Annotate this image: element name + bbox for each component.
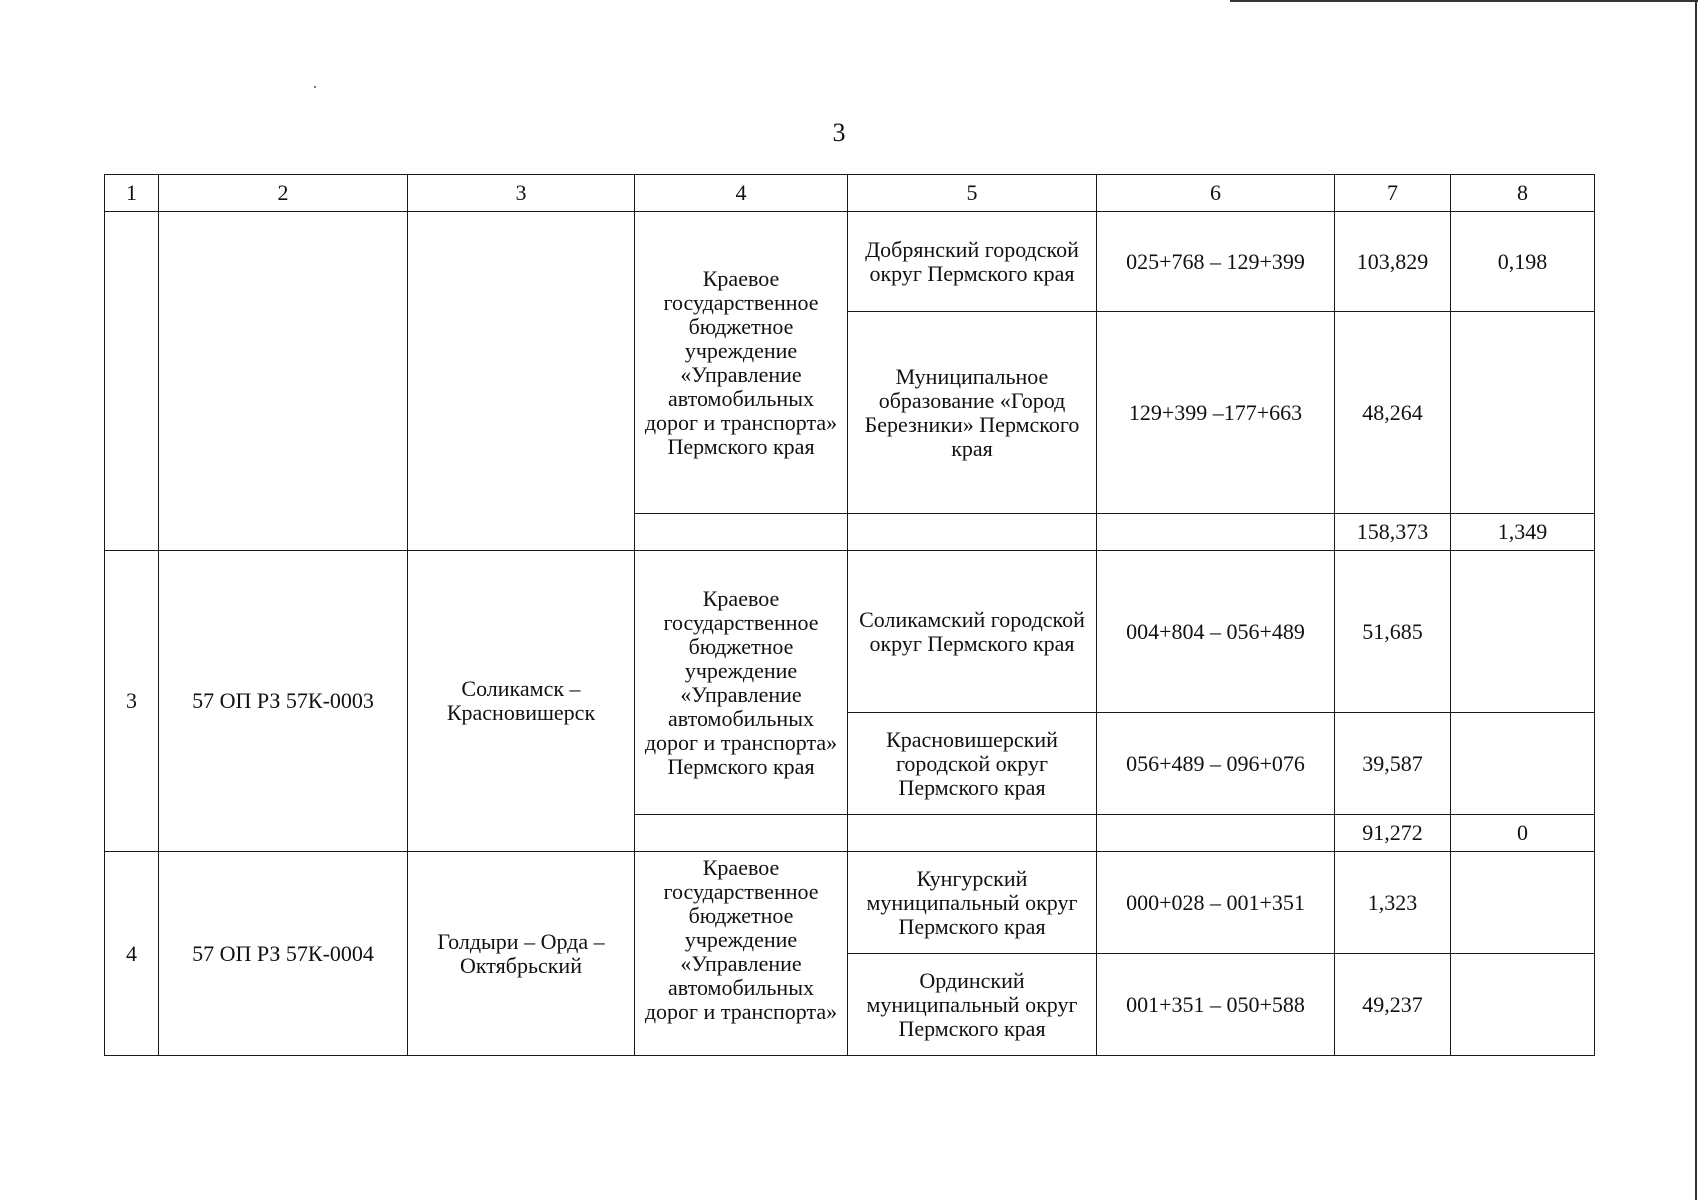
org-name: Краевое государственное бюджетное учреждение «Управление автомобильных дорог и транспорта» Пермского края: [635, 551, 848, 815]
empty-cell: [1097, 514, 1335, 551]
header-cell: 6: [1097, 175, 1335, 212]
row-number: 3: [105, 551, 159, 852]
empty-cell: [635, 514, 848, 551]
page-number: 3: [832, 118, 846, 147]
header-cell: 8: [1451, 175, 1595, 212]
length-km: 1,323: [1335, 852, 1451, 954]
municipality: Муниципальное образование «Город Березники» Пермского края: [848, 312, 1097, 514]
km-range: 025+768 – 129+399: [1097, 212, 1335, 312]
municipality: Кунгурский муниципальный округ Пермского края: [848, 852, 1097, 954]
scan-speck: [314, 86, 316, 88]
col8-value: [1451, 312, 1595, 514]
table-row: [105, 551, 1595, 713]
municipality: Соликамский городской округ Пермского края: [848, 551, 1097, 713]
total-col8: 0: [1451, 815, 1595, 852]
col8-value: 0,198: [1451, 212, 1595, 312]
road-name: Голдыри – Орда – Октябрьский: [408, 852, 635, 1056]
municipality: Ординский муниципальный округ Пермского края: [848, 954, 1097, 1056]
header-cell: 2: [159, 175, 408, 212]
row-number: 4: [105, 852, 159, 1056]
scan-edge-right: [1695, 0, 1697, 1200]
municipality: Добрянский городской округ Пермского края: [848, 212, 1097, 312]
km-range: 000+028 – 001+351: [1097, 852, 1335, 954]
total-length: 158,373: [1335, 514, 1451, 551]
col8-value: [1451, 551, 1595, 713]
length-km: 39,587: [1335, 713, 1451, 815]
header-row: [105, 175, 1595, 212]
km-range: 001+351 – 050+588: [1097, 954, 1335, 1056]
header-cell: 7: [1335, 175, 1451, 212]
header-cell: 5: [848, 175, 1097, 212]
length-km: 48,264: [1335, 312, 1451, 514]
empty-cell: [635, 815, 848, 852]
municipality: Красновишерский городской округ Пермского края: [848, 713, 1097, 815]
org-name: Краевое государственное бюджетное учреждение «Управление автомобильных дорог и транспорта» Пермского края: [635, 212, 848, 514]
km-range: 056+489 – 096+076: [1097, 713, 1335, 815]
roads-table: [104, 174, 1595, 1056]
length-km: 51,685: [1335, 551, 1451, 713]
empty-cell: [1097, 815, 1335, 852]
scan-edge-top: [1230, 0, 1698, 2]
col8-value: [1451, 852, 1595, 954]
km-range: 004+804 – 056+489: [1097, 551, 1335, 713]
total-col8: 1,349: [1451, 514, 1595, 551]
header-cell: 1: [105, 175, 159, 212]
road-code: [159, 212, 408, 551]
header-cell: 3: [408, 175, 635, 212]
length-km: 103,829: [1335, 212, 1451, 312]
road-name: Соликамск – Красновишерск: [408, 551, 635, 852]
table-row: [105, 852, 1595, 954]
header-cell: 4: [635, 175, 848, 212]
empty-cell: [848, 514, 1097, 551]
table-row: [105, 212, 1595, 312]
col8-value: [1451, 713, 1595, 815]
org-name: Краевое государственное бюджетное учреждение «Управление автомобильных дорог и транспорта»: [635, 852, 848, 1056]
length-km: 49,237: [1335, 954, 1451, 1056]
road-code: 57 ОП РЗ 57К-0003: [159, 551, 408, 852]
road-code: 57 ОП РЗ 57К-0004: [159, 852, 408, 1056]
empty-cell: [848, 815, 1097, 852]
km-range: 129+399 –177+663: [1097, 312, 1335, 514]
row-number: [105, 212, 159, 551]
total-length: 91,272: [1335, 815, 1451, 852]
col8-value: [1451, 954, 1595, 1056]
road-name: [408, 212, 635, 551]
